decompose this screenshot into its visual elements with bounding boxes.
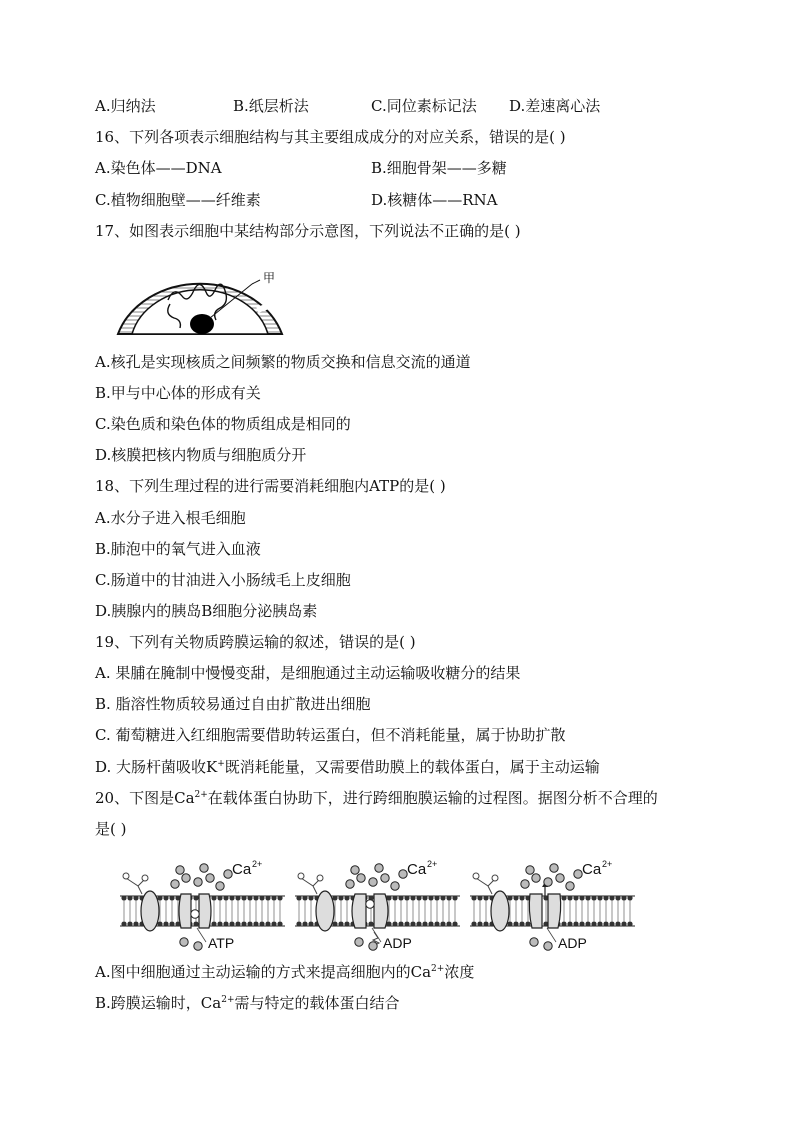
- lipid-head: [507, 921, 512, 926]
- lipid-head: [259, 921, 264, 926]
- glycoprotein-chain: [126, 878, 144, 894]
- calcium-ion: [351, 866, 359, 874]
- lipid-head: [229, 895, 234, 900]
- carrier-protein-right: [374, 894, 388, 928]
- sugar-unit: [492, 875, 498, 881]
- q18-option-b: B.肺泡中的氧气进入血液: [95, 540, 261, 558]
- q19-option-d: D. 大肠杆菌吸收K+既消耗能量，又需要借助膜上的载体蛋白，属于主动运输: [95, 758, 600, 776]
- figure-label-jia: 甲: [263, 271, 276, 285]
- glycoprotein-chain: [476, 878, 494, 894]
- carrier-protein-left: [529, 894, 542, 928]
- q18-option-a: A.水分子进入根毛细胞: [95, 509, 246, 527]
- energy-label: ATP: [208, 935, 235, 951]
- nucleolus: [190, 314, 214, 334]
- lipid-head: [519, 921, 524, 926]
- lipid-head: [217, 921, 222, 926]
- q20-stem: 20、下图是$Ca^{2+}$在载体蛋白协助下，进行跨细胞膜运输的过程图。据图分析不合理的: [95, 789, 658, 807]
- lipid-head: [567, 921, 572, 926]
- calcium-ion: [182, 874, 190, 882]
- calcium-ion: [206, 874, 214, 882]
- q18-option-c: C.肠道中的甘油进入小肠绒毛上皮细胞: [95, 571, 351, 589]
- lipid-head: [627, 921, 632, 926]
- q20-stem-line2: 是( ): [95, 820, 127, 838]
- calcium-ion: [399, 870, 407, 878]
- calcium-ion: [366, 900, 374, 908]
- sugar-unit: [317, 875, 323, 881]
- calcium-ion: [566, 882, 574, 890]
- q16-option-b: B.细胞骨架——多糖: [371, 159, 507, 177]
- lipid-head: [440, 921, 445, 926]
- calcium-ion: [369, 878, 377, 886]
- nucleus-diagram: [110, 254, 290, 338]
- lipid-head: [265, 895, 270, 900]
- ion-label: Ca: [232, 861, 252, 878]
- calcium-ion: [530, 938, 538, 946]
- lipid-head: [428, 895, 433, 900]
- lipid-head: [277, 895, 282, 900]
- lipid-head: [296, 895, 301, 900]
- lipid-head: [627, 895, 632, 900]
- lipid-head: [169, 921, 174, 926]
- ion-label: Ca: [407, 861, 427, 878]
- calcium-ion: [521, 880, 529, 888]
- lipid-head: [573, 895, 578, 900]
- lipid-head: [561, 895, 566, 900]
- membrane-protein: [491, 891, 509, 931]
- lipid-head: [217, 895, 222, 900]
- lipid-head: [241, 921, 246, 926]
- lipid-head: [169, 895, 174, 900]
- lipid-head: [338, 895, 343, 900]
- calcium-ion: [180, 938, 188, 946]
- lipid-head: [477, 921, 482, 926]
- transport-panel-3: [470, 859, 635, 951]
- lipid-head: [157, 895, 162, 900]
- lipid-head: [452, 921, 457, 926]
- lipid-head: [277, 921, 282, 926]
- calcium-ion: [191, 910, 199, 918]
- lipid-head: [241, 895, 246, 900]
- nuclear-pore: [237, 273, 249, 286]
- membrane-protein: [316, 891, 334, 931]
- lipid-head: [416, 921, 421, 926]
- calcium-ion: [355, 938, 363, 946]
- q15-option-a: A.归纳法: [95, 97, 156, 115]
- lipid-head: [308, 921, 313, 926]
- lipid-head: [368, 921, 373, 926]
- lipid-head: [410, 895, 415, 900]
- ion-charge: 2+: [427, 859, 438, 869]
- lipid-head: [121, 921, 126, 926]
- lipid-head: [567, 895, 572, 900]
- lipid-head: [302, 921, 307, 926]
- q19-option-c: C. 葡萄糖进入红细胞需要借助转运蛋白，但不消耗能量，属于协助扩散: [95, 726, 566, 744]
- calcium-ion: [526, 866, 534, 874]
- calcium-ion: [391, 882, 399, 890]
- lipid-head: [392, 895, 397, 900]
- calcium-ion: [381, 874, 389, 882]
- lipid-head: [247, 921, 252, 926]
- lipid-head: [235, 921, 240, 926]
- energy-label: ADP: [383, 935, 412, 951]
- lipid-head: [615, 921, 620, 926]
- lipid-head: [434, 921, 439, 926]
- q20-option-a: A.图中细胞通过主动运输的方式来提高细胞内的$Ca^{2+}$浓度: [95, 963, 475, 981]
- q17-stem: 17、如图表示细胞中某结构部分示意图，下列说法不正确的是( ): [95, 222, 521, 240]
- lipid-head: [344, 895, 349, 900]
- membrane-protein: [141, 891, 159, 931]
- lipid-head: [440, 895, 445, 900]
- lipid-head: [513, 895, 518, 900]
- carrier-protein-right: [199, 894, 211, 928]
- q19-option-a: A. 果脯在腌制中慢慢变甜，是细胞通过主动运输吸收糖分的结果: [95, 664, 521, 682]
- lipid-head: [223, 895, 228, 900]
- calcium-ion: [346, 880, 354, 888]
- lipid-head: [591, 895, 596, 900]
- lipid-head: [585, 921, 590, 926]
- carrier-protein-left: [352, 894, 366, 928]
- q19-option-b: B. 脂溶性物质较易通过自由扩散进出细胞: [95, 695, 371, 713]
- calcium-ion: [194, 942, 202, 950]
- lipid-head: [157, 921, 162, 926]
- lipid-head: [338, 921, 343, 926]
- lipid-head: [471, 895, 476, 900]
- q16-option-d: D.核糖体——RNA: [371, 191, 498, 209]
- lipid-head: [579, 895, 584, 900]
- calcium-ion: [544, 878, 552, 886]
- lipid-head: [513, 921, 518, 926]
- lipid-head: [211, 895, 216, 900]
- calcium-ion: [200, 864, 208, 872]
- lipid-head: [133, 921, 138, 926]
- lipid-head: [163, 921, 168, 926]
- lipid-head: [121, 895, 126, 900]
- lipid-head: [446, 895, 451, 900]
- q17-option-b: B.甲与中心体的形成有关: [95, 384, 261, 402]
- transport-panel-2: [295, 859, 460, 951]
- energy-pointer: [197, 928, 206, 942]
- lipid-head: [398, 895, 403, 900]
- lipid-head: [308, 895, 313, 900]
- lipid-head: [519, 895, 524, 900]
- lipid-head: [591, 921, 596, 926]
- calcium-ion: [544, 942, 552, 950]
- calcium-ion: [369, 942, 377, 950]
- lipid-head: [253, 895, 258, 900]
- lipid-head: [615, 895, 620, 900]
- lipid-head: [621, 921, 626, 926]
- calcium-ion: [171, 880, 179, 888]
- calcium-ion: [357, 874, 365, 882]
- lipid-head: [561, 921, 566, 926]
- lipid-head: [332, 921, 337, 926]
- calcium-ion: [556, 874, 564, 882]
- lipid-head: [247, 895, 252, 900]
- lipid-head: [573, 921, 578, 926]
- lipid-head: [422, 921, 427, 926]
- carrier-protein-left: [179, 894, 191, 928]
- lipid-head: [253, 921, 258, 926]
- lipid-head: [163, 895, 168, 900]
- q17-option-a: A.核孔是实现核质之间频繁的物质交换和信息交流的通道: [95, 353, 471, 371]
- q15-option-c: C.同位素标记法: [371, 97, 477, 115]
- lipid-head: [483, 895, 488, 900]
- lipid-head: [609, 921, 614, 926]
- lipid-head: [446, 921, 451, 926]
- lipid-head: [609, 895, 614, 900]
- q17-option-c: C.染色质和染色体的物质组成是相同的: [95, 415, 351, 433]
- q16-option-a: A.染色体——DNA: [95, 159, 222, 177]
- lipid-head: [621, 895, 626, 900]
- ion-charge: 2+: [252, 859, 263, 869]
- lipid-head: [332, 895, 337, 900]
- calcium-ion: [194, 878, 202, 886]
- lipid-head: [259, 895, 264, 900]
- calcium-ion: [216, 882, 224, 890]
- calcium-ion: [375, 864, 383, 872]
- sugar-unit: [123, 873, 129, 879]
- lipid-head: [302, 895, 307, 900]
- q18-option-d: D.胰腺内的胰岛B细胞分泌胰岛素: [95, 602, 318, 620]
- q19-stem: 19、下列有关物质跨膜运输的叙述，错误的是( ): [95, 633, 416, 651]
- lipid-head: [235, 895, 240, 900]
- lipid-head: [193, 921, 198, 926]
- calcium-ion: [176, 866, 184, 874]
- lipid-head: [271, 921, 276, 926]
- lipid-head: [223, 921, 228, 926]
- lipid-head: [404, 895, 409, 900]
- lipid-head: [428, 921, 433, 926]
- sugar-unit: [142, 875, 148, 881]
- energy-label: ADP: [558, 935, 587, 951]
- energy-pointer: [547, 928, 556, 942]
- lipid-head: [483, 921, 488, 926]
- lipid-head: [603, 895, 608, 900]
- carrier-protein-right: [548, 894, 561, 928]
- lipid-head: [579, 921, 584, 926]
- ion-charge: 2+: [602, 859, 613, 869]
- transport-panel-1: [120, 859, 285, 951]
- q16-stem: 16、下列各项表示细胞结构与其主要组成成分的对应关系，错误的是( ): [95, 128, 566, 146]
- lipid-head: [127, 921, 132, 926]
- lipid-head: [434, 895, 439, 900]
- lipid-head: [603, 921, 608, 926]
- calcium-ion: [550, 864, 558, 872]
- lipid-head: [265, 921, 270, 926]
- lipid-head: [597, 921, 602, 926]
- nuclear-pore: [147, 276, 160, 289]
- lipid-head: [477, 895, 482, 900]
- lipid-head: [127, 895, 132, 900]
- lipid-head: [416, 895, 421, 900]
- calcium-transport-figure: [120, 856, 660, 956]
- nuclear-pore: [190, 260, 197, 274]
- lipid-head: [507, 895, 512, 900]
- lipid-head: [404, 921, 409, 926]
- lipid-head: [229, 921, 234, 926]
- lipid-head: [344, 921, 349, 926]
- lipid-head: [271, 895, 276, 900]
- lipid-head: [193, 895, 198, 900]
- q15-option-b: B.纸层析法: [233, 97, 309, 115]
- lipid-head: [525, 921, 530, 926]
- lipid-head: [585, 895, 590, 900]
- lipid-head: [133, 895, 138, 900]
- calcium-ion: [574, 870, 582, 878]
- q17-option-d: D.核膜把核内物质与细胞质分开: [95, 446, 307, 464]
- lipid-head: [410, 921, 415, 926]
- q15-option-d: D.差速离心法: [509, 97, 601, 115]
- lipid-head: [392, 921, 397, 926]
- calcium-ion: [224, 870, 232, 878]
- lipid-head: [597, 895, 602, 900]
- sugar-unit: [298, 873, 304, 879]
- glycoprotein-chain: [301, 878, 319, 894]
- q16-option-c: C.植物细胞壁——纤维素: [95, 191, 261, 209]
- lipid-head: [211, 921, 216, 926]
- q18-stem: 18、下列生理过程的进行需要消耗细胞内ATP的是( ): [95, 477, 446, 495]
- sugar-unit: [473, 873, 479, 879]
- calcium-ion: [532, 874, 540, 882]
- lipid-head: [471, 921, 476, 926]
- lipid-head: [452, 895, 457, 900]
- ion-label: Ca: [582, 861, 602, 878]
- lipid-head: [422, 895, 427, 900]
- lipid-head: [296, 921, 301, 926]
- lipid-head: [398, 921, 403, 926]
- q20-option-b: B.跨膜运输时，$Ca^{2+}$需与特定的载体蛋白结合: [95, 994, 400, 1012]
